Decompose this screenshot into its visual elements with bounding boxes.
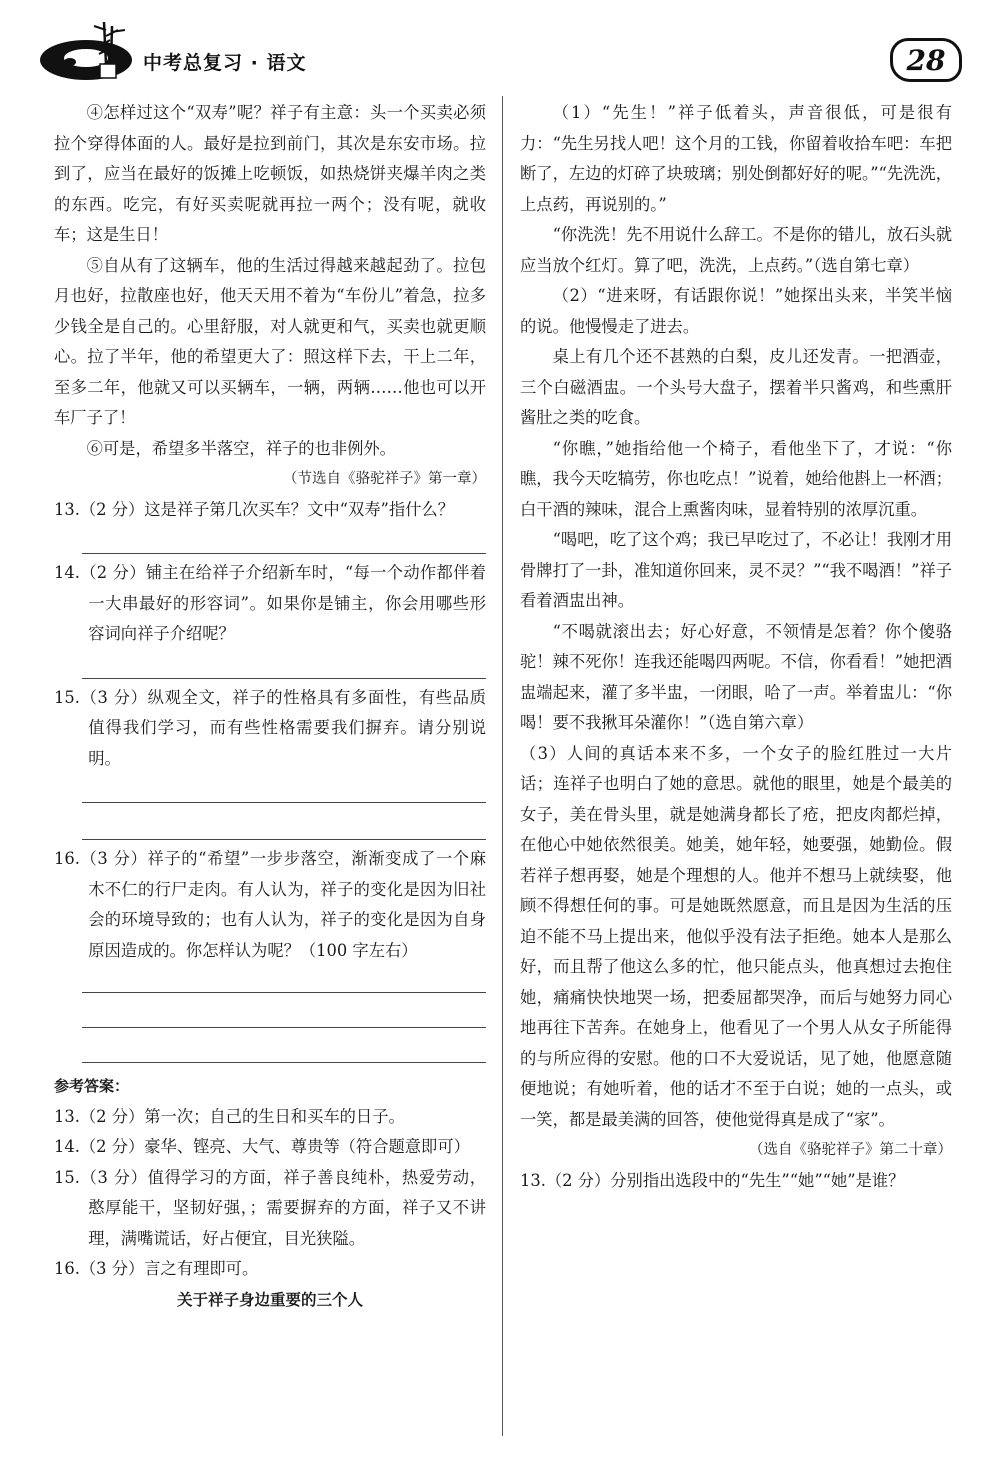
question-15: 15.（3 分）纵观全文，祥子的性格具有多面性，有些品质值得我们学习，而有些性格需要我们摒弃。请分别说明。 (54, 687, 486, 768)
answer-16: 16.（3 分）言之有理即可。 (54, 1259, 259, 1278)
paragraph-6: ⑥可是，希望多半落空，祥子的也非例外。 (86, 438, 396, 458)
excerpt-source: （节选自《骆驼祥子》第一章） (283, 471, 486, 487)
excerpt-2-paragraph: 桌上有几个还不甚熟的白梨，皮儿还发青。一把酒壶，三个白磁酒盅。一个头号大盘子，摆着半只酱鸡，和些熏肝酱肚之类的吃食。 (520, 347, 952, 427)
excerpt-2-paragraph: （2）“进来呀，有话跟你说！”她探出头来，半笑半恼的说。他慢慢走了进去。 (520, 286, 952, 336)
page-number-badge: 28 (890, 38, 962, 82)
answers-title: 参考答案： (54, 1077, 130, 1095)
excerpt-1-paragraph: “你洗洗！先不用说什么辞工。不是你的错儿，放石头就应当放个红灯。算了吧，洗洗，上点药。”（选自第七章） (520, 225, 952, 275)
header-title: 中考总复习 · 语文 (143, 52, 307, 74)
excerpt-2-paragraph: “你瞧，”她指给他一个椅子，看他坐下了，才说：“你瞧，我今天吃犒劳，你也吃点！”说着，她给他斟上一杯酒；白干酒的辣味，混合上熏酱肉味，显着特别的浓厚沉重。 (520, 438, 952, 519)
right-column (520, 98, 952, 1196)
question-16: 16.（3 分）祥子的“希望”一步步落空，渐渐变成了一个麻木不仁的行尸走肉。有人认为，祥子的变化是因为旧社会的环境导致的；也有人认为，祥子的变化是因为自身原因造成的。你怎样认为呢？（100 字左右） (54, 849, 486, 960)
excerpt-source: （选自《骆驼祥子》第二十章） (749, 1142, 952, 1158)
excerpt-1-paragraph: （1）“先生！”祥子低着头，声音很低，可是很有力：“先生另找人吧！这个月的工钱，你留着收拾车吧：车把断了，左边的灯碎了块玻璃；别处倒都好好的呢。”“先洗洗，上点药，再说别的。” (520, 103, 952, 214)
left-column (54, 98, 486, 1315)
answer-14: 14.（2 分）豪华、铿亮、大气、尊贵等（符合题意即可） (54, 1137, 470, 1156)
paragraph-4: ④怎样过这个“双寿”呢？祥子有主意：头一个买卖必须拉个穿得体面的人。最好是拉到前门，其次是东安市场。拉到了，应当在最好的饭摊上吃顿饭，如热烧饼夹爆羊肉之类 的东西。吃完，有好买卖呢就再拉一两个；没有呢，就收车；这是生日！ (54, 103, 486, 244)
question-13: 13.（2 分）这是祥子第几次买车？文中“双寿”指什么？ (54, 499, 454, 519)
excerpt-2-paragraph: “不喝就滚出去；好心好意，不领情是怎着？你个傻骆驼！辣不死你！连我还能喝四两呢。不信，你看看！”她把酒盅端起来，灌了多半盅，一闭眼，哈了一声。举着盅儿：“你喝！要不我揪耳朵灌你！”（选自第六章） (520, 621, 952, 732)
paragraph-5: ⑤自从有了这辆车，他的生活过得越来越起劲了。拉包月也好，拉散座也好，他天天用不着为“车份儿”着急，拉多少钱全是自己的。心里舒服，对人就更和气，买卖也就更顺心。拉了半年，他的希望更大了：照这样下去，干上二年，至多二年，他就又可以买辆车，一辆，两辆……他也可以开车厂子了！ (54, 255, 486, 427)
question-13-right: 13.（2 分）分别指出选段中的“先生”“她”“她”是谁？ (520, 1170, 905, 1190)
section-title: 关于祥子身边重要的三个人 (176, 1290, 363, 1309)
answer-15: 15.（3 分）值得学习的方面，祥子善良纯朴，热爱劳动，憨厚能干，坚韧好强，；需要摒弃的方面，祥子又不讲理，满嘴谎话，好占便宜，目光狭隘。 (54, 1167, 486, 1248)
question-14: 14.（2 分）铺主在给祥子介绍新车时，“每一个动作都伴着一大串最好的形容词”。如果你是铺主，你会用哪些形容词向祥子介绍呢？ (54, 563, 486, 643)
answer-13: 13.（2 分）第一次；自己的生日和买车的日子。 (54, 1106, 405, 1126)
excerpt-2-paragraph: “喝吧，吃了这个鸡；我已早吃过了，不必让！我刚才用骨牌打了一卦，准知道你回来，灵不灵？”“我不喝酒！”祥子看着酒盅出神。 (520, 530, 953, 610)
excerpt-3-paragraph: （3）人间的真话本来不多，一个女子的脸红胜过一大片话；连祥子也明白了她的意思。就他的眼里，她是个最美的女子，美在骨头里，就是她满身都长了疮，把皮肉都烂掉，在他心中她依然很美。她美，她年轻，她要强，她勤俭。假若祥子想再娶，她是个理想的人。他并不想马上就续娶，他顾不得想任何的事。可是她既然愿意，而且是因为生活的压迫不能不马上提出来，他似乎没有法子拒绝。她本人是那么好，而且帮了他这么多的忙，他只能点头，他真想过去抱住她，痛痛快快地哭一场，把委屈都哭净，而后与她努力同心地再往下苦奔。在她身上，他看见了一个男人从女子所能得的与所应得的安慰。他的口不大爱说话，见了她，他愿意随便地说；有她听着，他的话才不至于白说；她的一点头，或一笑，都是最美满的回答，使他觉得真是成了“家”。 (520, 743, 952, 1129)
column-divider (502, 96, 503, 1436)
bamboo-logo-icon (38, 18, 138, 84)
page-header (0, 0, 1000, 90)
